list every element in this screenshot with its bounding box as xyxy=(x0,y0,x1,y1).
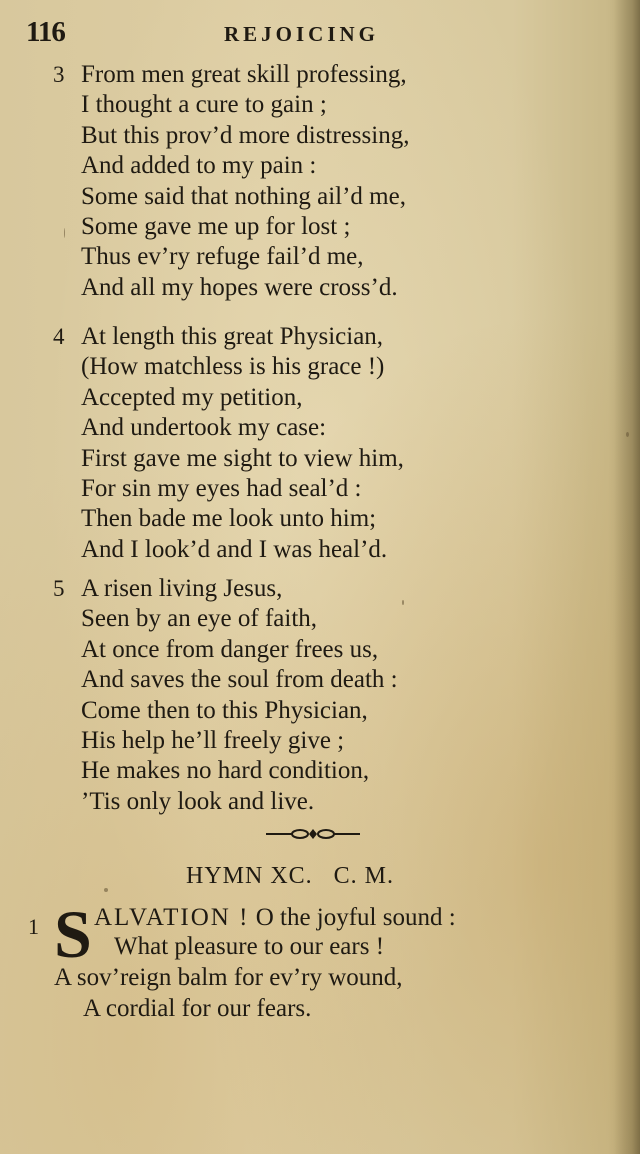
verse-line: Accepted my petition, xyxy=(81,383,303,411)
ornament-divider-icon xyxy=(266,828,360,840)
verse-line: Come then to this Physician, xyxy=(81,696,368,724)
verse-line: What pleasure to our ears ! xyxy=(114,933,385,960)
stanza-number: 4 xyxy=(53,324,65,349)
stanza-number: 3 xyxy=(53,62,65,87)
verse-line: At once from danger frees us, xyxy=(81,635,379,663)
verse-line: Some gave me up for lost ; xyxy=(81,212,351,240)
paper-speck xyxy=(64,228,65,238)
verse-line: 4 At length this great Physician, xyxy=(53,323,384,350)
paper-speck xyxy=(626,432,629,437)
verse-line: Thus ev’ry refuge fail’d me, xyxy=(81,243,364,271)
verse-line: And saves the soul from death : xyxy=(81,666,398,694)
verse-line: I thought a cure to gain ; xyxy=(81,91,327,119)
verse-line: And I look’d and I was heal’d. xyxy=(81,535,388,563)
verse-line: ALVATION ! O the joyful sound : xyxy=(94,904,456,931)
verse-line: First gave me sight to view him, xyxy=(81,444,404,472)
page-header xyxy=(0,16,640,52)
paper-speck xyxy=(104,888,108,892)
verse-line: Seen by an eye of faith, xyxy=(81,605,318,633)
stanza-number: 1 xyxy=(28,914,39,939)
verse-line: A sov’reign balm for ev’ry wound, xyxy=(54,964,403,991)
page-number: 116 xyxy=(26,16,65,48)
stanza-4 xyxy=(0,322,640,565)
verse-line: But this prov’d more distressing, xyxy=(81,121,410,149)
stanza-5 xyxy=(0,574,640,817)
verse-line: And added to my pain : xyxy=(81,152,317,180)
verse-line: (How matchless is his grace !) xyxy=(81,353,385,381)
hymn-title: HYMN XC. C. M. xyxy=(186,863,395,889)
verse-line: And all my hopes were cross’d. xyxy=(81,273,398,301)
verse-line: He makes no hard condition, xyxy=(81,757,370,785)
verse-line: ’Tis only look and live. xyxy=(81,787,315,815)
verse-line: And undertook my case: xyxy=(81,414,327,442)
verse-line: Some said that nothing ail’d me, xyxy=(81,182,406,210)
drop-cap: S xyxy=(54,896,92,972)
running-head: REJOICING xyxy=(224,22,380,46)
verse-line: A cordial for our fears. xyxy=(83,995,312,1022)
verse-line: 3 From men great skill professing, xyxy=(53,61,407,88)
verse-line: For sin my eyes had seal’d : xyxy=(81,474,362,502)
stanza-3 xyxy=(0,60,640,303)
verse-line: 5 A risen living Jesus, xyxy=(53,575,283,602)
paper-speck xyxy=(402,600,404,605)
verse-line: Then bade me look unto him; xyxy=(81,505,377,533)
stanza-number: 5 xyxy=(53,576,65,601)
verse-line: His help he’ll freely give ; xyxy=(81,726,345,754)
